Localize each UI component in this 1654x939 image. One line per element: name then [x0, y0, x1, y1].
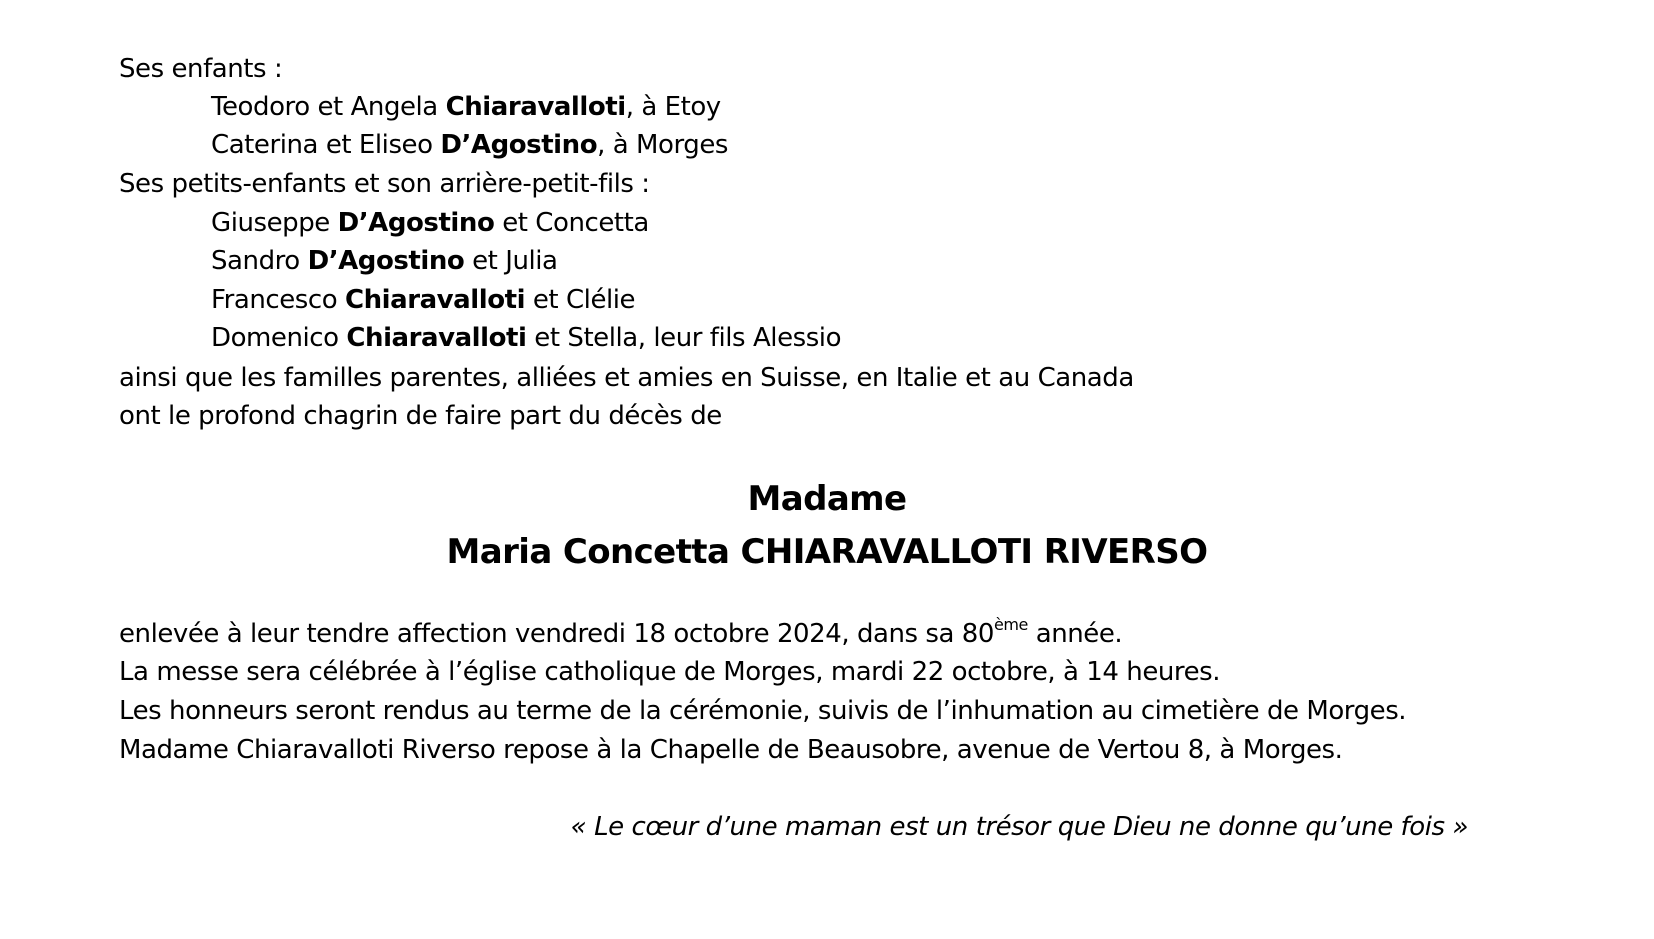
closing-quote: « Le cœur d’une maman est un trésor que Dieu ne donne qu’une fois » — [570, 812, 1468, 842]
child-line: Caterina et Eliseo D’Agostino, à Morges — [211, 130, 728, 160]
announcement-line: ont le profond chagrin de faire part du décès de — [119, 401, 722, 431]
grandchildren-intro: Ses petits-enfants et son arrière-petit-fils : — [119, 169, 650, 199]
grandchild-line: Francesco Chiaravalloti et Clélie — [211, 285, 636, 315]
surname: Chiaravalloti — [445, 92, 626, 122]
surname: D’Agostino — [440, 130, 598, 160]
surname: Chiaravalloti — [344, 285, 526, 315]
child-line: Teodoro et Angela Chiaravalloti, à Etoy — [211, 92, 721, 122]
death-date-line: enlevée à leur tendre affection vendredi 18 octobre 2024, dans sa 80ème année. — [119, 615, 1123, 649]
mass-line: La messe sera célébrée à l’église catholique de Morges, mardi 22 octobre, à 14 heures. — [119, 657, 1221, 687]
honours-line: Les honneurs seront rendus au terme de la cérémonie, suivis de l’inhumation au cimetière de Morges. — [119, 696, 1407, 726]
surname: D’Agostino — [307, 246, 465, 276]
grandchild-line: Sandro D’Agostino et Julia — [211, 246, 558, 276]
surname: D’Agostino — [337, 208, 495, 238]
surname: Chiaravalloti — [346, 323, 527, 353]
grandchild-line: Domenico Chiaravalloti et Stella, leur fils Alessio — [211, 323, 842, 353]
grandchild-line: Giuseppe D’Agostino et Concetta — [211, 208, 649, 238]
deceased-name: Maria Concetta CHIARAVALLOTI RIVERSO — [446, 532, 1208, 572]
children-intro: Ses enfants : — [119, 54, 283, 84]
ordinal-suffix: ème — [994, 615, 1028, 634]
families-line: ainsi que les familles parentes, alliées et amies en Suisse, en Italie et au Canada — [119, 363, 1134, 393]
deceased-title: Madame — [747, 479, 907, 519]
rest-place-line: Madame Chiaravalloti Riverso repose à la Chapelle de Beausobre, avenue de Vertou 8, à Morges. — [119, 735, 1343, 765]
